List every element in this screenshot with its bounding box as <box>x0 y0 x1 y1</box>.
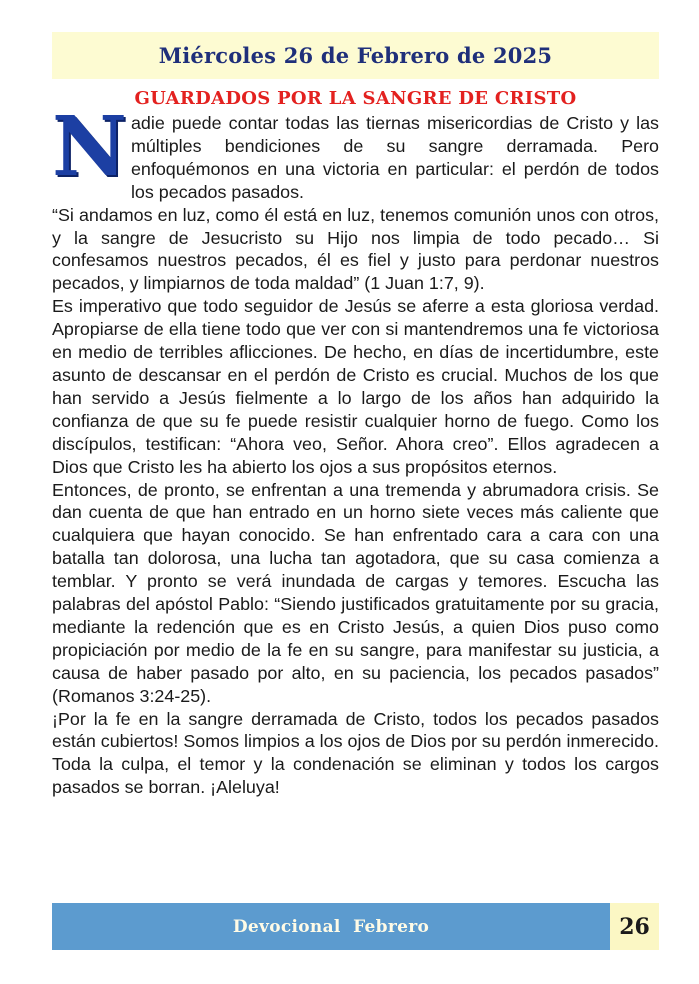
footer-label: Devocional Febrero <box>232 916 430 937</box>
devotional-body <box>52 99 659 799</box>
devotional-title: GUARDADOS POR LA SANGRE DE CRISTO <box>134 88 577 109</box>
date-heading: Miércoles 26 de Febrero de 2025 <box>158 43 553 68</box>
drop-cap: N <box>52 99 127 195</box>
paragraph-5: ¡Por la fe en la sangre derramada de Cristo, todos los pecados pasados están cubiertos! Somos limpios a los ojos de Dios por su perdón inmerecido. Toda la culpa, el temor y la condenación se eliminan y todos los cargos pasados se borran. ¡Aleluya! <box>52 708 659 798</box>
page-number: 26 <box>619 913 650 940</box>
paragraph-2: “Si andamos en luz, como él está en luz, tenemos comunión unos con otros, y la sangre de Jesucristo su Hijo nos limpia de todo pecado… Si confesamos nuestros pecados, él es fiel y justo para perdonar nuestros pecados, y limpiarnos de toda maldad” (1 Juan 1:7, 9). <box>52 204 659 294</box>
paragraph-4: Entonces, de pronto, se enfrentan a una tremenda y abrumadora crisis. Se dan cuenta de que han entrado en un horno siete veces más caliente que cualquiera que hayan conocido. Se han enfrentado cara a cara con una batalla tan dolorosa, una lucha tan agotadora, que su casa comienza a temblar. Y pronto se verá inundada de cargas y temores. Escucha las palabras del apóstol Pablo: “Siendo justificados gratuitamente por su gracia, mediante la redención que es en Cristo Jesús, a quien Dios puso como propiciación por medio de la fe en su sangre, para manifestar su justicia, a causa de haber pasado por alto, en su paciencia, los pecados pasados” (Romanos 3:24-25). <box>52 479 659 706</box>
date-banner <box>52 32 659 79</box>
paragraph-3: Es imperativo que todo seguidor de Jesús se aferre a esta gloriosa verdad. Apropiarse de ella tiene todo que ver con si mantendremos una fe victoriosa en medio de terribles aflicciones. De hecho, en días de incertidumbre, este asunto de descansar en el perdón de Cristo es crucial. Muchos de los que han servido a Jesús fielmente a lo largo de los años han adquirido la confianza de que su fe puede resistir cualquier horno de fuego. Como los discípulos, testifican: “Ahora veo, Señor. Ahora creo”. Ellos agradecen a Dios que Cristo les ha abierto los ojos a sus propósitos eternos. <box>52 296 659 477</box>
page-number-box <box>610 903 659 950</box>
paragraph-1-text: adie puede contar todas las tiernas misericordias de Cristo y las múltiples bendiciones de su sangre derramada. Pero enfoquémonos en una victoria en particular: el perdón de todos los pecados pasados. <box>130 113 659 202</box>
paragraph-1 <box>52 99 659 204</box>
footer-bar <box>52 903 610 950</box>
